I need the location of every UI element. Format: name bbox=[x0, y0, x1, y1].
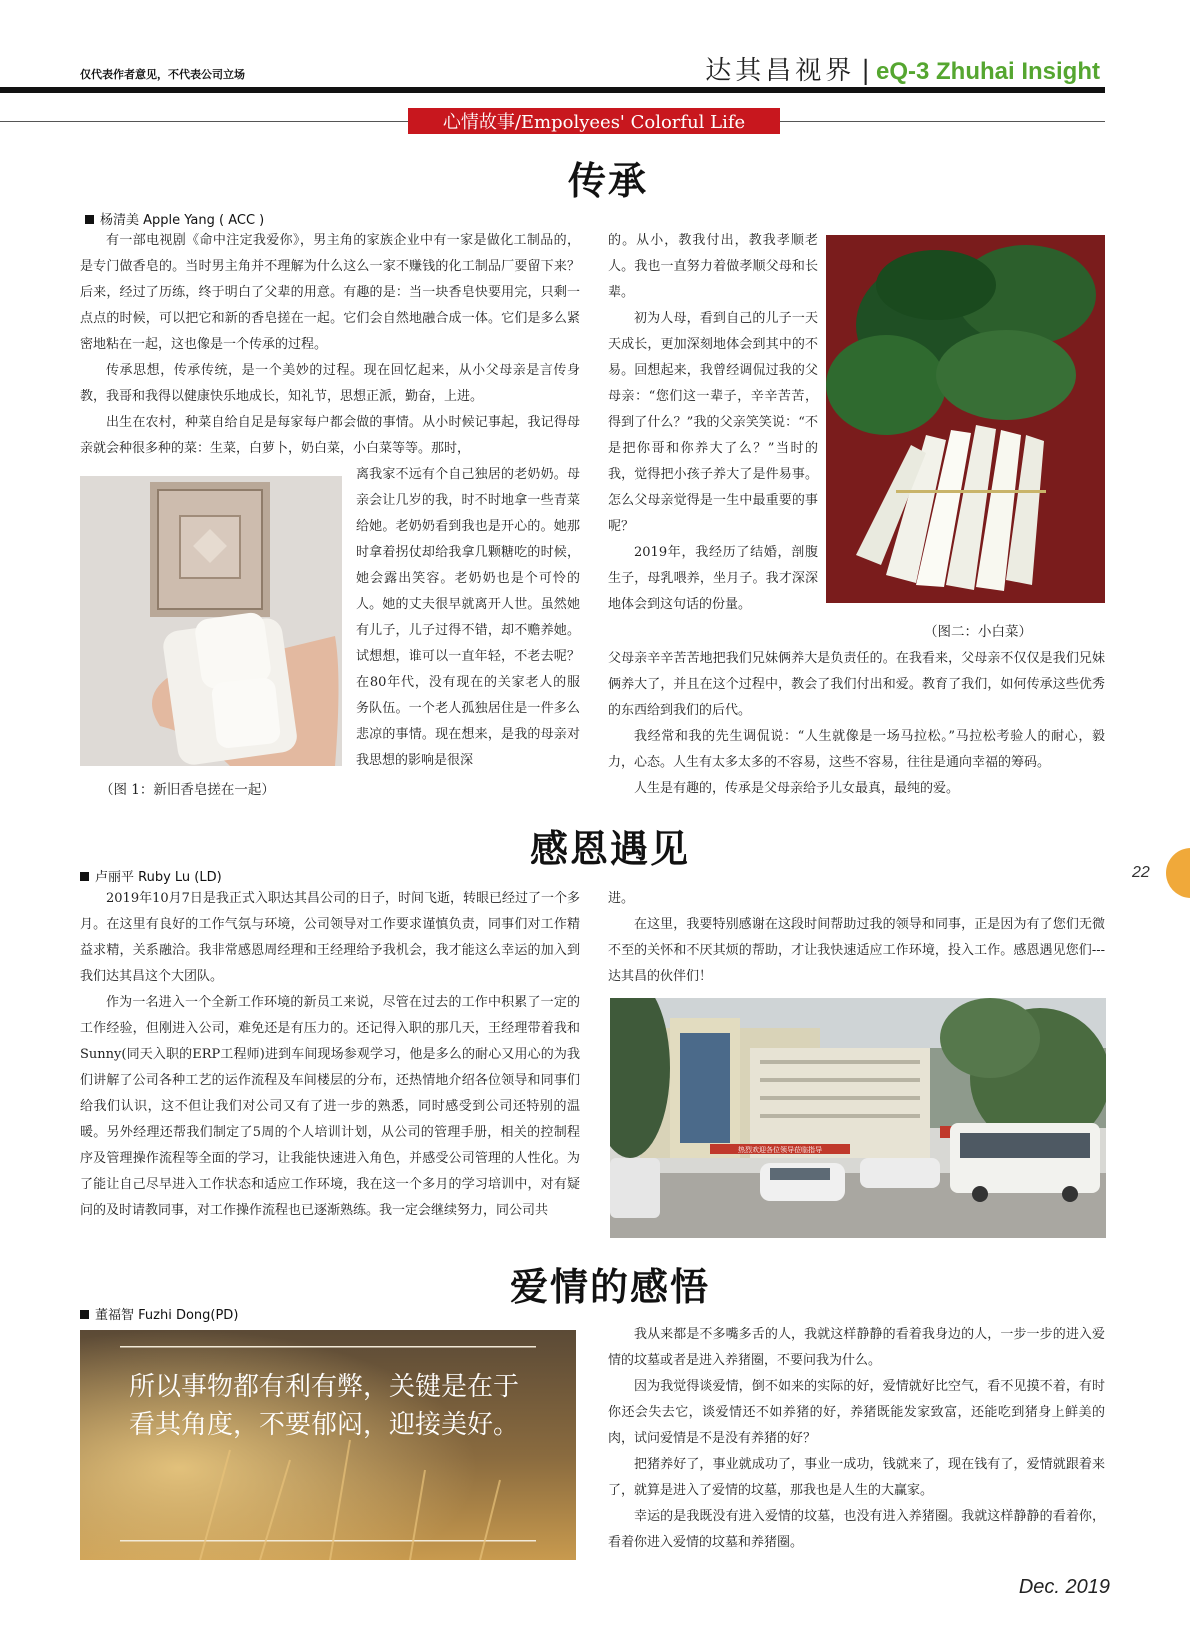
article1-title: 传承 bbox=[568, 158, 649, 203]
article1-paragraph: 传承思想，传承传统，是一个美妙的过程。现在回忆起来，从小父母亲是言传身教，我哥和我得以健康快乐地成长，知礼节，思想正派，勤奋，上进。 bbox=[80, 363, 580, 404]
article1-author: 杨清美 Apple Yang ( ACC ) bbox=[100, 213, 265, 228]
bokchoy-photo bbox=[826, 235, 1105, 603]
article1-right-column bbox=[608, 228, 818, 618]
article2-right-paragraph: 在这里，我要特别感谢在这段时间帮助过我的领导和同事，正是因为有了您们无微不至的关怀和不厌其烦的帮助，才让我快速适应工作环境，投入工作。感恩遇见您们---达其昌的伙伴们！ bbox=[608, 917, 1105, 984]
article2-right-column bbox=[608, 886, 1105, 990]
article3-author: 董福智 Fuzhi Dong(PD) bbox=[95, 1308, 239, 1323]
factory-banner-1: 热烈欢迎各位领导莅临指导 bbox=[738, 1146, 822, 1154]
article2-byline bbox=[80, 866, 222, 885]
masthead bbox=[705, 50, 1100, 87]
article3-byline bbox=[80, 1304, 238, 1323]
masthead-title-cn: 达其昌视界 bbox=[705, 56, 856, 86]
bullet-square-icon bbox=[80, 872, 89, 881]
article1-bottom-paragraph: 父母亲辛辛苦苦地把我们兄妹俩养大是负责任的。在我看来，父母亲不仅仅是我们兄妹俩养大了，并且在这个过程中，教会了我们付出和爱。教育了我们，如何传承这些优秀的东西给到我们的后代。 bbox=[608, 651, 1105, 718]
article3-title: 爱情的感悟 bbox=[510, 1264, 711, 1309]
article1-paragraph: 有一部电视剧《命中注定我爱你》，男主角的家族企业中有一家是做化工制品的，是专门做香皂的。当时男主角并不理解为什么这么一家不赚钱的化工制品厂要留下来？后来，经过了历练，终于明白了父辈的用意。有趣的是：当一块香皂快要用完，只剩一点点的时候，可以把它和新的香皂搓在一起。它们会自然地融合成一体。它们是多么紧密地粘在一起，这也像是一个传承的过程。 bbox=[80, 233, 580, 352]
bullet-square-icon bbox=[80, 1310, 89, 1319]
article1-left-column bbox=[80, 228, 580, 462]
quote-image bbox=[80, 1330, 576, 1560]
article3-column bbox=[608, 1322, 1105, 1556]
disclaimer: 仅代表作者意见，不代表公司立场 bbox=[80, 68, 245, 81]
article2-paragraph: 2019年10月7日是我正式入职达其昌公司的日子，时间飞逝，转眼已经过了一个多月。在这里有良好的工作气氛与环境，公司领导对工作要求谨慎负责，同事们对工作精益求精，关系融洽。我非常感恩周经理和王经理给予我机会，我才能这么幸运的加入到我们达其昌这个大团队。 bbox=[80, 891, 580, 984]
article1-bottom-column bbox=[608, 646, 1105, 802]
bullet-square-icon bbox=[85, 215, 94, 224]
page-number: 22 bbox=[1132, 864, 1150, 881]
article1-right-paragraph: 的。从小，教我付出，教我孝顺老人。我也一直努力着做孝顺父母和长辈。 bbox=[608, 233, 818, 300]
article2-right-paragraph: 进。 bbox=[608, 891, 635, 906]
article2-title: 感恩遇见 bbox=[530, 826, 691, 871]
article3-paragraph: 幸运的是我既没有进入爱情的坟墓，也没有进入养猪圈。我就这样静静的看着你，看着你进入爱情的坟墓和养猪圈。 bbox=[608, 1509, 1105, 1550]
article1-mid-paragraph: 离我家不远有个自己独居的老奶奶。母亲会让几岁的我，时不时地拿一些青菜给她。老奶奶看到我也是开心的。她那时拿着拐仗却给我拿几颗糖吃的时候，她会露出笑容。老奶奶也是个可怜的人。她的丈夫很早就离开人世。虽然她有儿子，儿子过得不错，却不赡养她。试想想，谁可以一直年轻，不老去呢？在80年代，没有现在的关家老人的服务队伍。一个老人孤独居住是一件多么悲凉的事情。现在想来，是我的母亲对我思想的影响是很深 bbox=[356, 467, 580, 768]
article1-paragraph: 出生在农村，种菜自给自足是每家每户都会做的事情。从小时候记事起，我记得母亲就会种很多种的菜：生菜，白萝卜，奶白菜，小白菜等等。那时， bbox=[80, 415, 580, 456]
article1-mid-column bbox=[356, 462, 580, 774]
article1-byline bbox=[85, 209, 264, 228]
header-bar bbox=[0, 87, 1105, 93]
column-tag: 心情故事/Empolyees' Colorful Life bbox=[408, 108, 780, 134]
page-marker-dot bbox=[1166, 848, 1190, 898]
masthead-separator: | bbox=[861, 56, 870, 86]
article3-paragraph: 因为我觉得谈爱情，倒不如来的实际的好，爱情就好比空气，看不见摸不着，有时你还会失去它，谈爱情还不如养猪的好，养猪既能发家致富，还能吃到猪身上鲜美的肉，试问爱情是不是没有养猪的好？ bbox=[608, 1379, 1105, 1446]
figure1-caption: （图 1：新旧香皂搓在一起） bbox=[100, 782, 275, 798]
article1-bottom-paragraph: 人生是有趣的，传承是父母亲给予儿女最真，最纯的爱。 bbox=[634, 781, 960, 796]
article3-paragraph: 把猪养好了，事业就成功了，事业一成功，钱就来了，现在钱有了，爱情就跟着来了，就算是进入了爱情的坟墓，那我也是人生的大赢家。 bbox=[608, 1457, 1105, 1498]
soap-photo bbox=[80, 476, 342, 766]
article1-right-paragraph: 初为人母，看到自己的儿子一天天成长，更加深刻地体会到其中的不易。回想起来，我曾经调侃过我的父母亲：“您们这一辈子，辛辛苦苦，得到了什么？”我的父亲笑笑说：“不是把你哥和你养大了么？”当时的我，觉得把小孩子养大了是件易事。怎么父母亲觉得是一生中最重要的事呢？ bbox=[608, 311, 818, 534]
article2-left-column bbox=[80, 886, 580, 1224]
article1-right-paragraph: 2019年，我经历了结婚，剖腹生子，母乳喂养，坐月子。我才深深地体会到这句话的份量。 bbox=[608, 545, 818, 612]
article1-bottom-paragraph: 我经常和我的先生调侃说：“人生就像是一场马拉松。”马拉松考验人的耐心，毅力，心态。人生有太多太多的不容易，这些不容易，往往是通向幸福的筹码。 bbox=[608, 729, 1105, 770]
issue-date: Dec. 2019 bbox=[1018, 1576, 1110, 1598]
quote-text: 所以事物都有利有弊，关键是在于看其角度，不要郁闷，迎接美好。 bbox=[128, 1372, 519, 1440]
figure2-caption: （图二：小白菜） bbox=[924, 624, 1032, 640]
article3-paragraph: 我从来都是不多嘴多舌的人，我就这样静静的看着我身边的人，一步一步的进入爱情的坟墓或者是进入养猪圈，不要问我为什么。 bbox=[608, 1327, 1105, 1368]
masthead-title-en: eQ-3 Zhuhai Insight bbox=[875, 58, 1100, 85]
article2-paragraph: 作为一名进入一个全新工作环境的新员工来说，尽管在过去的工作中积累了一定的工作经验，但刚进入公司，难免还是有压力的。还记得入职的那几天，王经理带着我和Sunny(同天入职的ERP工程师)进到车间现场参观学习，他是多么的耐心又用心的为我们讲解了公司各种工艺的运作流程及车间楼层的分布，还热情地介绍各位领导和同事们给我们认识，这不但让我们对公司又有了进一步的熟悉，同时感受到公司还特别的温暖。另外经理还帮我们制定了5周的个人培训计划，从公司的管理手册，相关的控制程序及管理操作流程等全面的学习，让我能快速进入角色，并感受公司管理的人性化。为了能让自己尽早进入工作状态和适应工作环境，我在这一个多月的学习培训中，对有疑问的及时请教同事，对工作操作流程也已逐渐熟练。我一定会继续努力，同公司共 bbox=[80, 995, 580, 1218]
factory-photo bbox=[610, 998, 1106, 1238]
article2-author: 卢丽平 Ruby Lu (LD) bbox=[95, 870, 222, 885]
